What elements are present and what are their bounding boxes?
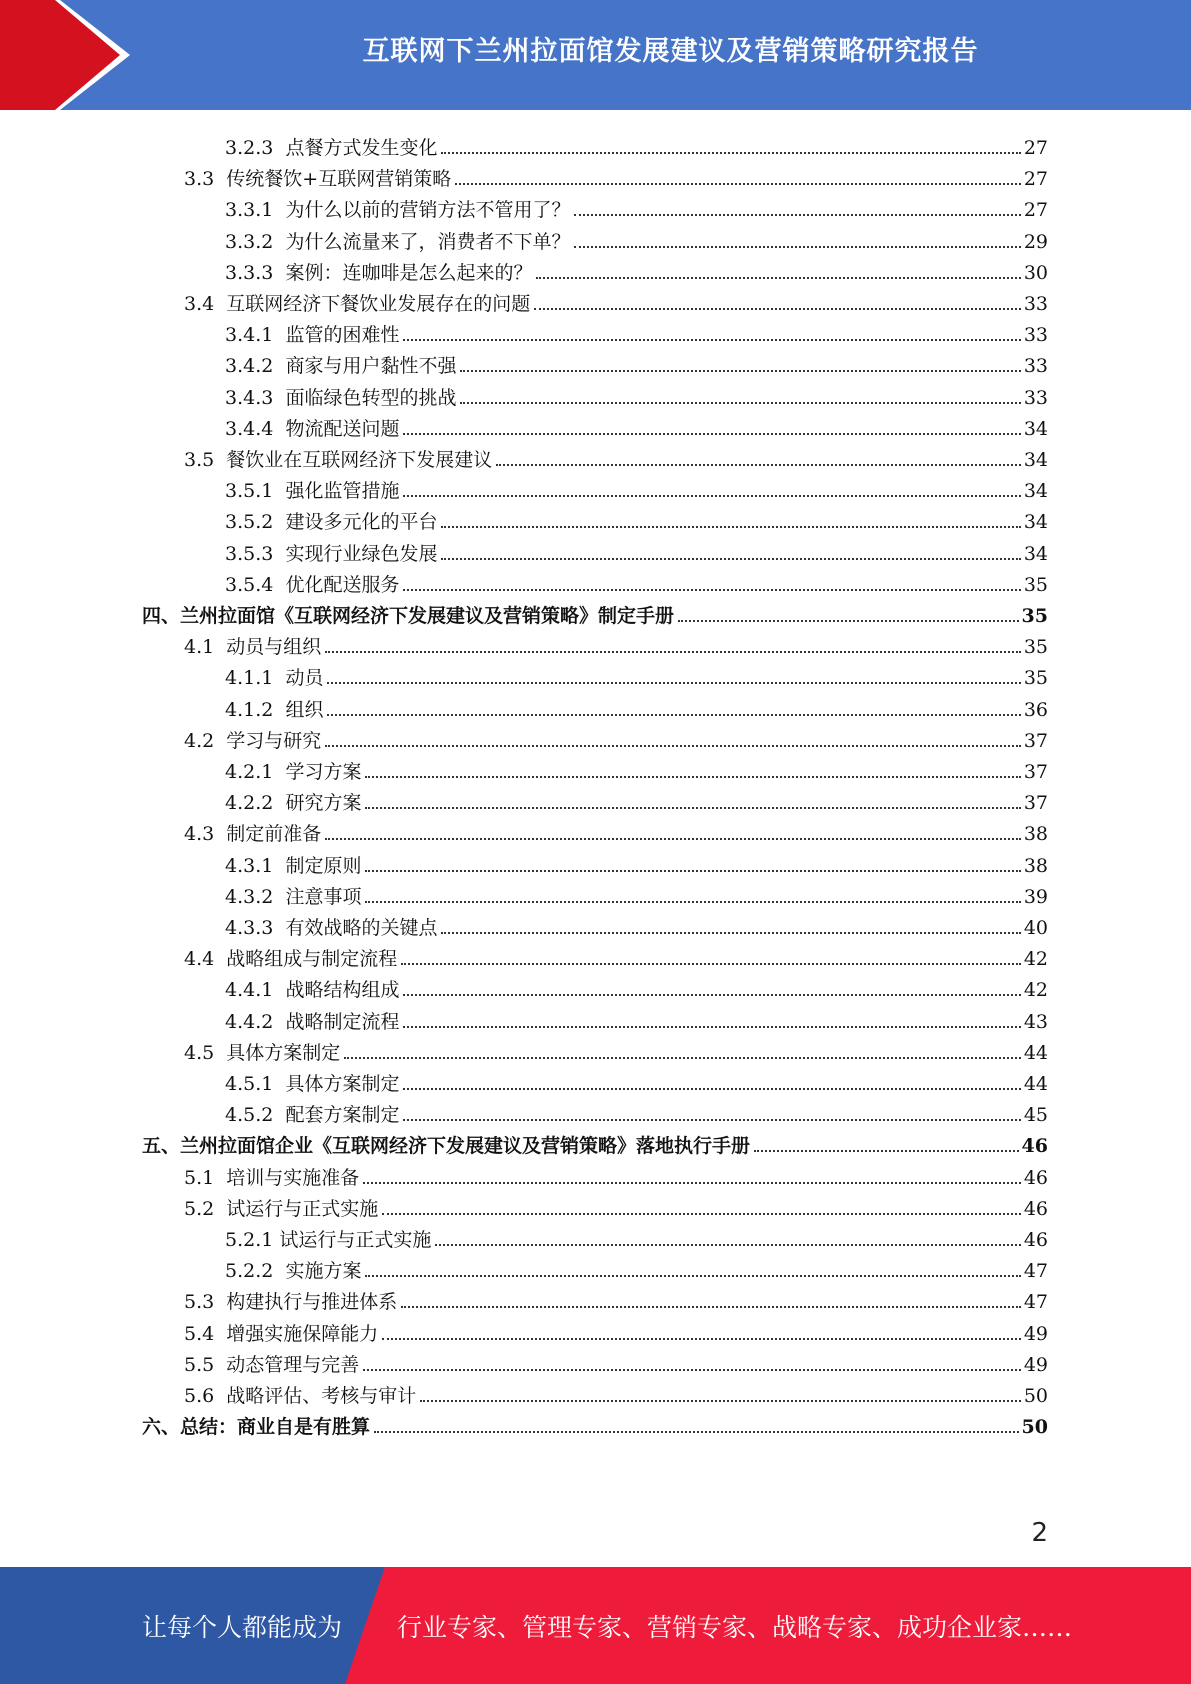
toc-entry-number: 3.4 [184, 293, 227, 315]
toc-leader-dots [460, 370, 1020, 372]
toc-entry[interactable] [225, 471, 1048, 502]
toc-entry-number: 4.4.2 [225, 1010, 286, 1033]
toc-entry[interactable] [142, 1126, 1048, 1157]
toc-entry-page: 45 [1023, 1104, 1048, 1127]
toc-leader-dots [441, 526, 1020, 528]
toc-leader-dots [327, 714, 1020, 716]
toc-entry-number: 4.5.1 [225, 1073, 286, 1095]
toc-leader-dots [403, 589, 1020, 591]
toc-entry[interactable] [225, 502, 1048, 533]
toc-entry[interactable] [184, 721, 1048, 752]
toc-leader-dots [365, 1275, 1020, 1277]
toc-leader-dots [325, 745, 1021, 747]
toc-entry-title: 总结：商业自是有胜算 [180, 1416, 371, 1439]
toc-entry-page: 39 [1023, 885, 1048, 908]
toc-entry-page: 46 [1023, 1166, 1048, 1189]
toc-entry[interactable] [184, 1376, 1048, 1407]
toc-entry[interactable] [225, 534, 1048, 565]
toc-entry-title: 传统餐饮+互联网营销策略 [226, 168, 452, 191]
page-header [0, 0, 1191, 110]
toc-entry-page: 33 [1023, 324, 1048, 347]
toc-entry-page: 47 [1023, 1291, 1048, 1314]
toc-entry[interactable] [225, 1220, 1048, 1251]
toc-entry-page: 38 [1023, 823, 1048, 846]
toc-entry-title: 兰州拉面馆《互联网经济下发展建议及营销策略》制定手册 [180, 605, 675, 627]
page-footer [0, 1567, 1191, 1684]
toc-entry-page: 42 [1023, 948, 1048, 971]
toc-entry-title: 互联网经济下餐饮业发展存在的问题 [226, 293, 531, 315]
toc-entry-title: 制定前准备 [226, 823, 322, 846]
toc-entry[interactable] [184, 1033, 1048, 1064]
toc-entry-title: 动态管理与完善 [226, 1353, 360, 1376]
toc-entry-title: 实现行业绿色发展 [285, 542, 438, 565]
toc-leader-dots [455, 183, 1021, 185]
toc-leader-dots [325, 651, 1021, 653]
toc-entry[interactable] [142, 596, 1048, 627]
toc-entry-number: 六、 [142, 1416, 181, 1439]
toc-entry[interactable] [225, 1064, 1048, 1095]
toc-entry-page: 34 [1023, 542, 1048, 565]
toc-leader-dots [536, 277, 1020, 279]
toc-entry-number: 5.1 [184, 1166, 227, 1189]
toc-entry-page: 35 [1021, 605, 1048, 627]
toc-entry[interactable] [225, 970, 1048, 1001]
toc-entry-page: 37 [1023, 792, 1048, 815]
toc-entry-number: 4.2 [184, 729, 227, 752]
toc-entry-page: 37 [1023, 729, 1048, 752]
header-chevron-icon [0, 0, 160, 110]
toc-entry-title: 战略制定流程 [285, 1010, 400, 1033]
toc-entry-title: 建设多元化的平台 [285, 511, 438, 534]
toc-entry-number: 3.3 [184, 168, 227, 191]
toc-entry-number: 4.1 [184, 636, 227, 659]
toc-entry-title: 监管的困难性 [285, 324, 400, 347]
toc-entry[interactable] [225, 222, 1048, 253]
toc-entry-number: 五、 [142, 1135, 181, 1158]
toc-entry[interactable] [225, 565, 1048, 596]
toc-leader-dots [754, 1150, 1019, 1152]
toc-entry-title: 配套方案制定 [285, 1104, 400, 1127]
toc-leader-dots [365, 776, 1020, 778]
toc-entry-page: 36 [1023, 698, 1048, 721]
toc-leader-dots [382, 1338, 1021, 1340]
toc-entry-page: 49 [1023, 1322, 1048, 1345]
toc-entry-title: 试运行与正式实施 [279, 1229, 432, 1251]
toc-entry[interactable] [225, 253, 1048, 284]
toc-entry[interactable] [225, 846, 1048, 877]
toc-entry[interactable] [225, 752, 1048, 783]
toc-entry-number: 四、 [142, 605, 181, 627]
toc-entry-number: 4.5 [184, 1041, 227, 1064]
toc-entry-page: 27 [1023, 137, 1048, 159]
toc-entry-number: 3.4.2 [225, 355, 286, 378]
toc-leader-dots [403, 339, 1020, 341]
toc-entry-page: 38 [1023, 854, 1048, 877]
toc-entry-title: 面临绿色转型的挑战 [285, 386, 457, 409]
toc-entry-page: 44 [1023, 1041, 1048, 1064]
toc-leader-dots [403, 1026, 1020, 1028]
toc-entry-title: 兰州拉面馆企业《互联网经济下发展建议及营销策略》落地执行手册 [180, 1135, 751, 1158]
toc-entry-number: 4.3 [184, 823, 227, 846]
toc-entry[interactable] [184, 1345, 1048, 1376]
toc-entry[interactable] [184, 939, 1048, 970]
footer-slogan-left: 让每个人都能成为 [142, 1612, 343, 1642]
toc-entry-title: 增强实施保障能力 [226, 1322, 379, 1345]
toc-entry-number: 3.3.1 [225, 199, 286, 222]
toc-leader-dots [403, 433, 1020, 435]
toc-entry[interactable] [225, 346, 1048, 377]
toc-entry-number: 3.5 [184, 449, 227, 471]
toc-entry-number: 4.3.1 [225, 854, 286, 877]
toc-entry-title: 动员 [285, 667, 324, 690]
toc-entry-title: 试运行与正式实施 [226, 1197, 379, 1220]
toc-leader-dots [365, 901, 1020, 903]
toc-leader-dots [534, 308, 1021, 310]
toc-entry-number: 3.4.1 [225, 324, 286, 347]
toc-entry-title: 制定原则 [285, 854, 362, 877]
toc-entry[interactable] [225, 378, 1048, 409]
toc-entry[interactable] [225, 877, 1048, 908]
toc-entry-page: 33 [1023, 293, 1048, 315]
toc-entry-title: 为什么流量来了，消费者不下单？ [285, 230, 571, 253]
toc-leader-dots [441, 932, 1020, 934]
toc-entry-number: 4.1.2 [225, 698, 286, 721]
toc-leader-dots [496, 464, 1021, 466]
toc-entry-page: 37 [1023, 761, 1048, 783]
toc-leader-dots [401, 963, 1021, 965]
toc-leader-dots [403, 495, 1020, 497]
toc-entry-page: 35 [1023, 636, 1048, 659]
toc-entry-number: 3.5.2 [225, 511, 286, 534]
toc-entry[interactable] [184, 1314, 1048, 1345]
toc-entry-title: 具体方案制定 [226, 1041, 341, 1064]
toc-leader-dots [574, 246, 1020, 248]
toc-entry[interactable] [184, 1282, 1048, 1313]
toc-entry-number: 4.2.2 [225, 792, 286, 815]
toc-entry[interactable] [184, 1158, 1048, 1189]
toc-entry-title: 强化监管措施 [285, 480, 400, 503]
toc-entry-page: 34 [1023, 511, 1048, 534]
toc-entry-title: 具体方案制定 [285, 1073, 400, 1095]
toc-entry-page: 49 [1023, 1353, 1048, 1376]
toc-entry-page: 27 [1023, 199, 1048, 222]
toc-entry-page: 34 [1023, 417, 1048, 440]
toc-entry-title: 物流配送问题 [285, 417, 400, 440]
toc-entry[interactable] [184, 814, 1048, 845]
toc-entry-title: 战略结构组成 [285, 979, 400, 1002]
toc-entry-page: 46 [1023, 1197, 1048, 1220]
toc-leader-dots [403, 1119, 1020, 1121]
toc-entry-title: 优化配送服务 [285, 573, 400, 596]
toc-entry[interactable] [184, 627, 1048, 658]
toc-entry-number: 5.2.1 [225, 1229, 280, 1251]
toc-entry-title: 商家与用户黏性不强 [285, 355, 457, 378]
toc-entry[interactable] [225, 128, 1048, 159]
toc-entry[interactable] [225, 658, 1048, 689]
toc-entry-number: 4.3.2 [225, 885, 286, 908]
toc-entry-number: 4.3.3 [225, 917, 286, 939]
toc-entry-page: 47 [1023, 1260, 1048, 1283]
toc-entry-title: 培训与实施准备 [226, 1166, 360, 1189]
toc-entry-page: 46 [1021, 1135, 1048, 1158]
toc-entry[interactable] [225, 1002, 1048, 1033]
toc-leader-dots [435, 1244, 1020, 1246]
toc-entry[interactable] [142, 1407, 1048, 1438]
toc-leader-dots [363, 1369, 1021, 1371]
toc-entry-number: 3.5.3 [225, 542, 286, 565]
toc-entry[interactable] [225, 190, 1048, 221]
toc-entry-number: 4.4 [184, 948, 227, 971]
toc-entry-page: 50 [1021, 1416, 1048, 1439]
toc-entry-page: 33 [1023, 355, 1048, 378]
toc-entry-page: 40 [1023, 917, 1048, 939]
toc-entry-title: 为什么以前的营销方法不管用了？ [285, 199, 571, 222]
toc-leader-dots [327, 682, 1020, 684]
toc-entry-number: 3.4.4 [225, 417, 286, 440]
toc-entry-number: 3.5.1 [225, 480, 286, 503]
toc-entry-page: 34 [1023, 449, 1048, 471]
toc-entry-title: 实施方案 [285, 1260, 362, 1283]
toc-entry-title: 餐饮业在互联网经济下发展建议 [226, 449, 493, 471]
toc-leader-dots [344, 1057, 1021, 1059]
toc-leader-dots [363, 1182, 1021, 1184]
toc-entry-title: 战略组成与制定流程 [226, 948, 398, 971]
toc-entry-number: 4.4.1 [225, 979, 286, 1002]
toc-entry-number: 4.5.2 [225, 1104, 286, 1127]
toc-entry-title: 注意事项 [285, 885, 362, 908]
toc-leader-dots [420, 1400, 1021, 1402]
page-number: 2 [1031, 1518, 1048, 1548]
toc-entry-number: 5.5 [184, 1353, 227, 1376]
toc-entry[interactable] [225, 1251, 1048, 1282]
toc-entry[interactable] [184, 1189, 1048, 1220]
toc-entry-number: 5.6 [184, 1385, 227, 1407]
toc-entry-number: 5.3 [184, 1291, 227, 1314]
toc-leader-dots [441, 558, 1020, 560]
toc-entry-page: 42 [1023, 979, 1048, 1002]
toc-entry-page: 29 [1023, 230, 1048, 253]
toc-entry-title: 有效战略的关键点 [285, 917, 438, 939]
toc-entry[interactable] [184, 284, 1048, 315]
toc-leader-dots [401, 1306, 1021, 1308]
toc-leader-dots [382, 1213, 1021, 1215]
toc-entry[interactable] [225, 783, 1048, 814]
toc-entry[interactable] [184, 159, 1048, 190]
toc-entry-number: 4.2.1 [225, 761, 286, 783]
toc-entry-number: 3.3.2 [225, 230, 286, 253]
toc-leader-dots [678, 620, 1019, 622]
toc-leader-dots [365, 807, 1020, 809]
header-title: 互联网下兰州拉面馆发展建议及营销策略研究报告 [362, 35, 979, 67]
toc-entry-title: 点餐方式发生变化 [285, 137, 438, 159]
toc-entry-title: 学习与研究 [226, 729, 322, 752]
toc-entry-page: 27 [1023, 168, 1048, 191]
toc-entry-number: 5.2.2 [225, 1260, 286, 1283]
toc-entry-page: 35 [1023, 573, 1048, 596]
toc-entry-number: 3.3.3 [225, 261, 286, 284]
toc-entry-page: 50 [1023, 1385, 1048, 1407]
toc-entry[interactable] [225, 690, 1048, 721]
toc-leader-dots [325, 838, 1021, 840]
toc-leader-dots [365, 870, 1020, 872]
toc-leader-dots [403, 994, 1020, 996]
toc-entry-title: 案例：连咖啡是怎么起来的？ [285, 261, 533, 284]
toc-entry-number: 4.1.1 [225, 667, 286, 690]
toc-entry-number: 3.5.4 [225, 573, 286, 596]
toc-entry-page: 43 [1023, 1010, 1048, 1033]
toc-entry[interactable] [225, 315, 1048, 346]
toc-entry-page: 30 [1023, 261, 1048, 284]
toc-leader-dots [403, 1088, 1020, 1090]
footer-slogan-right: 行业专家、管理专家、营销专家、战略专家、成功企业家…… [397, 1612, 1073, 1642]
toc-entry-page: 33 [1023, 386, 1048, 409]
toc-entry[interactable] [225, 409, 1048, 440]
toc-entry-title: 学习方案 [285, 761, 362, 783]
toc-entry-page: 34 [1023, 480, 1048, 503]
toc-entry-title: 研究方案 [285, 792, 362, 815]
toc-entry-number: 5.2 [184, 1197, 227, 1220]
toc-leader-dots [460, 402, 1020, 404]
toc-entry-page: 44 [1023, 1073, 1048, 1095]
toc-entry-page: 35 [1023, 667, 1048, 690]
toc-leader-dots [574, 214, 1020, 216]
toc-leader-dots [374, 1431, 1019, 1433]
toc-leader-dots [441, 152, 1020, 154]
toc-entry-number: 3.4.3 [225, 386, 286, 409]
toc-entry-title: 组织 [285, 698, 324, 721]
toc-entry[interactable] [225, 908, 1048, 939]
toc-entry[interactable] [225, 1095, 1048, 1126]
toc-entry[interactable] [184, 440, 1048, 471]
toc-entry-title: 动员与组织 [226, 636, 322, 659]
toc-entry-number: 3.2.3 [225, 137, 286, 159]
toc-entry-number: 5.4 [184, 1322, 227, 1345]
toc-entry-title: 战略评估、考核与审计 [226, 1385, 417, 1407]
toc-entry-title: 构建执行与推进体系 [226, 1291, 398, 1314]
toc-entry-page: 46 [1023, 1229, 1048, 1251]
